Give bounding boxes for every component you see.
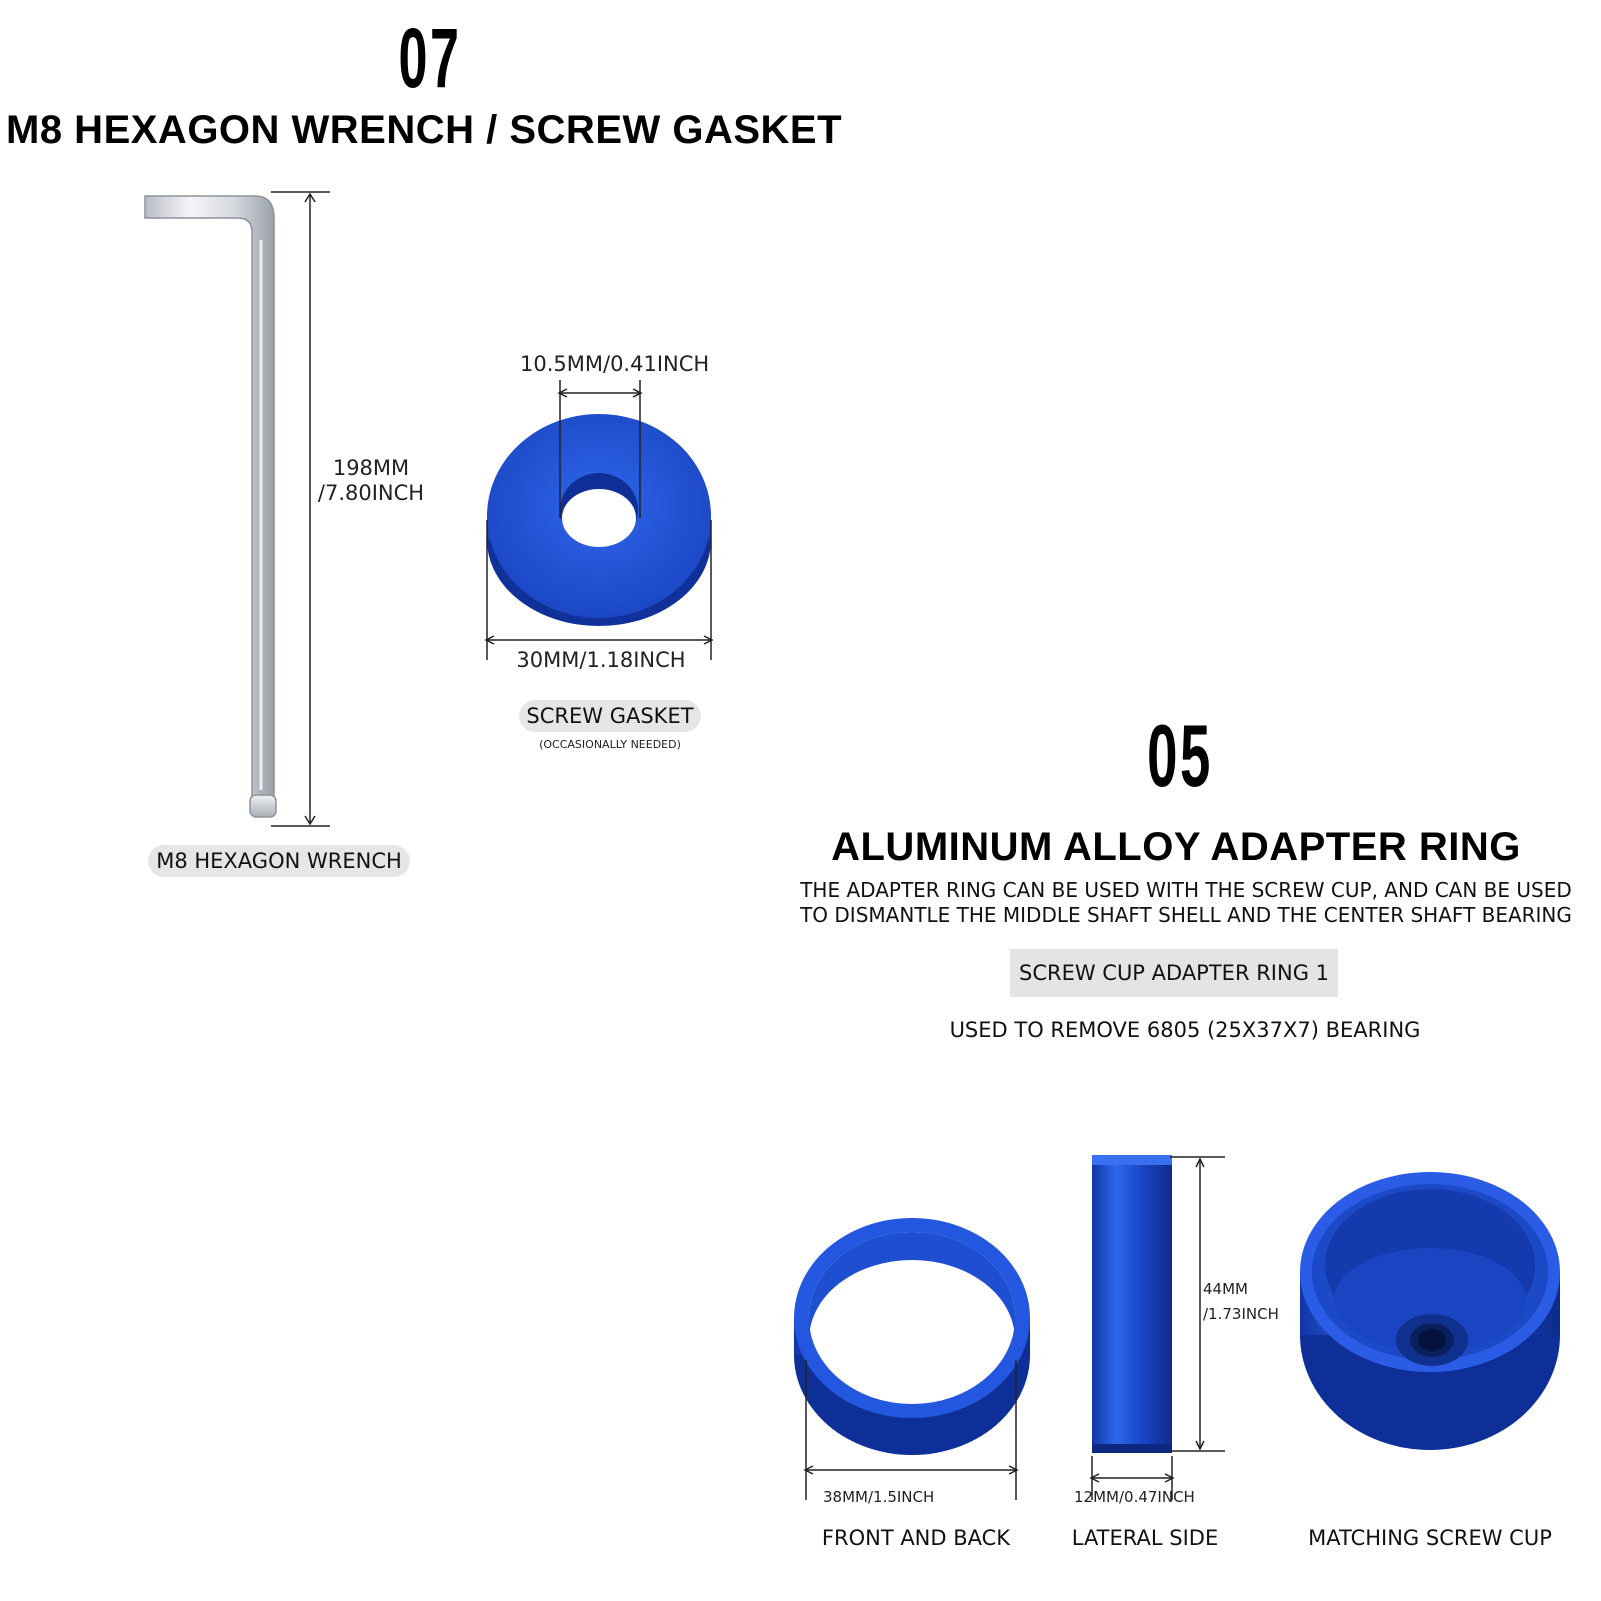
gasket-note: (OCCASIONALLY NEEDED) (539, 738, 681, 751)
screw-cup-illustration (1300, 1172, 1560, 1450)
hex-wrench-illustration (145, 196, 276, 817)
lateral-height-mm: 44MM (1203, 1280, 1248, 1298)
adapter-ring-badge: SCREW CUP ADAPTER RING 1 (1010, 949, 1338, 997)
wrench-length-mm: 198MM (332, 456, 410, 480)
section-05-description-line-1: THE ADAPTER RING CAN BE USED WITH THE SCREW CUP, AND CAN BE USED (800, 878, 1572, 902)
front-ring-dimension: 38MM/1.5INCH (823, 1488, 935, 1506)
section-05-title: ALUMINUM ALLOY ADAPTER RING (831, 825, 1521, 869)
screw-gasket-illustration (487, 414, 711, 626)
gasket-label: SCREW GASKET (519, 700, 701, 732)
lateral-height-inch: /1.73INCH (1203, 1305, 1279, 1323)
section-07-title: M8 HEXAGON WRENCH / SCREW GASKET (6, 108, 843, 152)
adapter-ring-front-illustration (794, 1218, 1030, 1455)
section-05-description-line-2: TO DISMANTLE THE MIDDLE SHAFT SHELL AND THE CENTER SHAFT BEARING (800, 903, 1572, 927)
adapter-ring-lateral-illustration (1092, 1155, 1172, 1453)
wrench-label: M8 HEXAGON WRENCH (148, 845, 410, 877)
front-ring-label: FRONT AND BACK (821, 1526, 1011, 1550)
wrench-length-inch: /7.80INCH (317, 481, 425, 505)
screw-cup-label: MATCHING SCREW CUP (1308, 1526, 1552, 1550)
gasket-outer-dimension: 30MM/1.18INCH (516, 648, 686, 672)
lateral-side-label: LATERAL SIDE (1071, 1526, 1219, 1550)
lateral-width-dimension: 12MM/0.47INCH (1074, 1488, 1195, 1506)
gasket-inner-dimension: 10.5MM/0.41INCH (520, 352, 710, 376)
adapter-ring-usage: USED TO REMOVE 6805 (25X37X7) BEARING (949, 1018, 1421, 1042)
wrench-length-dimension-line (271, 192, 330, 826)
section-07-number: 07 (398, 11, 462, 105)
section-05-number: 05 (1147, 706, 1213, 805)
